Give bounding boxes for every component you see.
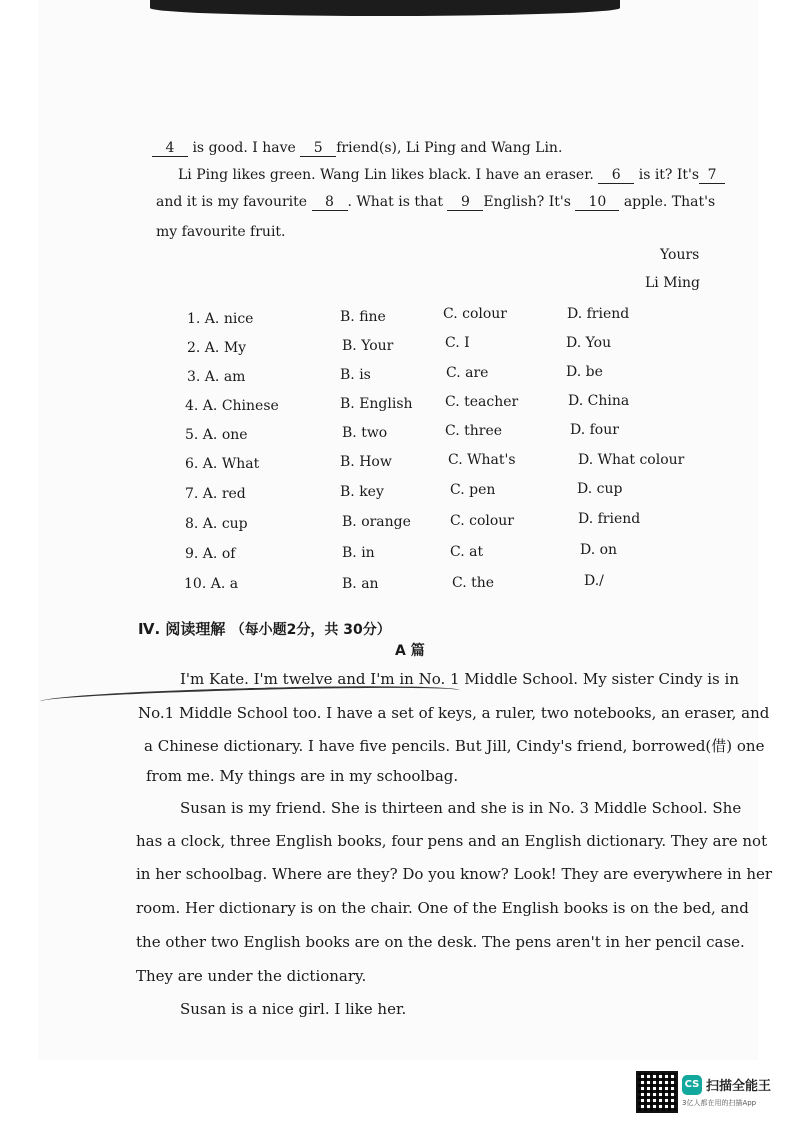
option-c: C. teacher xyxy=(445,394,519,410)
option-b: B. key xyxy=(340,484,384,500)
blank-6: 6 xyxy=(598,167,634,184)
blank-5: 5 xyxy=(300,140,336,157)
passage-line: has a clock, three English books, four pens and an English dictionary. They are not xyxy=(136,832,768,850)
passage-line: Susan is a nice girl. I like her. xyxy=(180,1000,407,1018)
option-c: C. three xyxy=(445,423,503,439)
scanner-watermark xyxy=(636,1071,786,1113)
option-b: B. fine xyxy=(340,309,386,325)
passage-line: Susan is my friend. She is thirteen and she is in No. 3 Middle School. She xyxy=(180,799,742,817)
option-d: D. What colour xyxy=(578,452,685,468)
section-score-note: （每小题2分，共 30分） xyxy=(230,622,391,638)
option-a: 8. A. cup xyxy=(185,516,248,532)
passage-line: a Chinese dictionary. I have five pencils. But Jill, Cindy's friend, borrowed(借) one xyxy=(144,737,765,755)
option-d: D. on xyxy=(580,542,618,558)
qr-code-icon xyxy=(636,1071,678,1113)
option-b: B. is xyxy=(340,367,371,383)
passage-line: from me. My things are in my schoolbag. xyxy=(146,767,459,785)
option-a: 2. A. My xyxy=(187,340,247,356)
option-a: 4. A. Chinese xyxy=(185,398,279,414)
option-d: D. China xyxy=(568,393,630,409)
passage-line: room. Her dictionary is on the chair. One of the English books is on the bed, and xyxy=(136,899,749,917)
passage-line: the other two English books are on the desk. The pens aren't in her pencil case. xyxy=(136,933,745,951)
option-b: B. in xyxy=(342,545,375,561)
app-name: 扫描全能王 xyxy=(706,1079,772,1094)
passage-line: in her schoolbag. Where are they? Do you know? Look! They are everywhere in her xyxy=(136,865,773,883)
option-c: C. pen xyxy=(450,482,496,498)
option-b: B. an xyxy=(342,576,379,592)
letter-closing: Yours xyxy=(660,247,700,263)
option-b: B. English xyxy=(340,396,413,412)
option-d: D. four xyxy=(570,422,619,438)
option-c: C. What's xyxy=(448,452,516,468)
option-b: B. Your xyxy=(342,338,394,354)
option-c: C. are xyxy=(446,365,489,381)
blank-8: 8 xyxy=(312,194,348,211)
blank-7: 7 xyxy=(699,167,725,184)
option-c: C. I xyxy=(445,335,470,351)
camscanner-logo: CS xyxy=(682,1075,702,1095)
option-a: 1. A. nice xyxy=(187,311,254,327)
option-d: D. friend xyxy=(578,511,641,527)
letter-line-1: 4 is good. I have 5 friend(s), Li Ping and Wang Lin. xyxy=(152,140,562,157)
passage-line: No.1 Middle School too. I have a set of keys, a ruler, two notebooks, an eraser, and xyxy=(138,704,770,722)
blank-10: 10 xyxy=(575,194,619,211)
option-d: D. friend xyxy=(567,306,630,322)
option-c: C. colour xyxy=(443,306,507,322)
option-d: D. cup xyxy=(577,481,623,497)
letter-line-3: and it is my favourite 8 . What is that 9 English? It's 10 apple. That's xyxy=(156,194,716,210)
scan-edge-shadow xyxy=(150,0,620,16)
option-a: 5. A. one xyxy=(185,427,248,443)
section-title: Ⅳ. 阅读理解 （每小题2分，共 30分） xyxy=(138,620,391,638)
option-a: 7. A. red xyxy=(185,486,246,502)
option-d: D. You xyxy=(566,335,612,351)
letter-line-4: my favourite fruit. xyxy=(156,224,286,240)
option-a: 6. A. What xyxy=(185,456,260,472)
blank-9: 9 xyxy=(447,194,483,211)
option-a: 10. A. a xyxy=(184,576,239,592)
option-b: B. two xyxy=(342,425,388,441)
option-c: C. at xyxy=(450,544,484,560)
option-a: 3. A. am xyxy=(187,369,246,385)
passage-line: They are under the dictionary. xyxy=(136,967,367,985)
passage-title: A 篇 xyxy=(395,643,425,659)
letter-line-2: Li Ping likes green. Wang Lin likes black. I have an eraser. 6 is it? It's 7 xyxy=(178,167,725,184)
app-tagline: 3亿人都在用的扫描App xyxy=(682,1099,757,1107)
option-d: D./ xyxy=(584,573,604,589)
letter-signature: Li Ming xyxy=(645,275,701,291)
blank-4: 4 xyxy=(152,140,188,157)
option-d: D. be xyxy=(566,364,603,380)
option-a: 9. A. of xyxy=(185,546,236,562)
option-c: C. the xyxy=(452,575,495,591)
option-b: B. How xyxy=(340,454,392,470)
option-b: B. orange xyxy=(342,514,411,530)
passage-line: I'm Kate. I'm twelve and I'm in No. 1 Middle School. My sister Cindy is in xyxy=(180,670,739,688)
option-c: C. colour xyxy=(450,513,514,529)
